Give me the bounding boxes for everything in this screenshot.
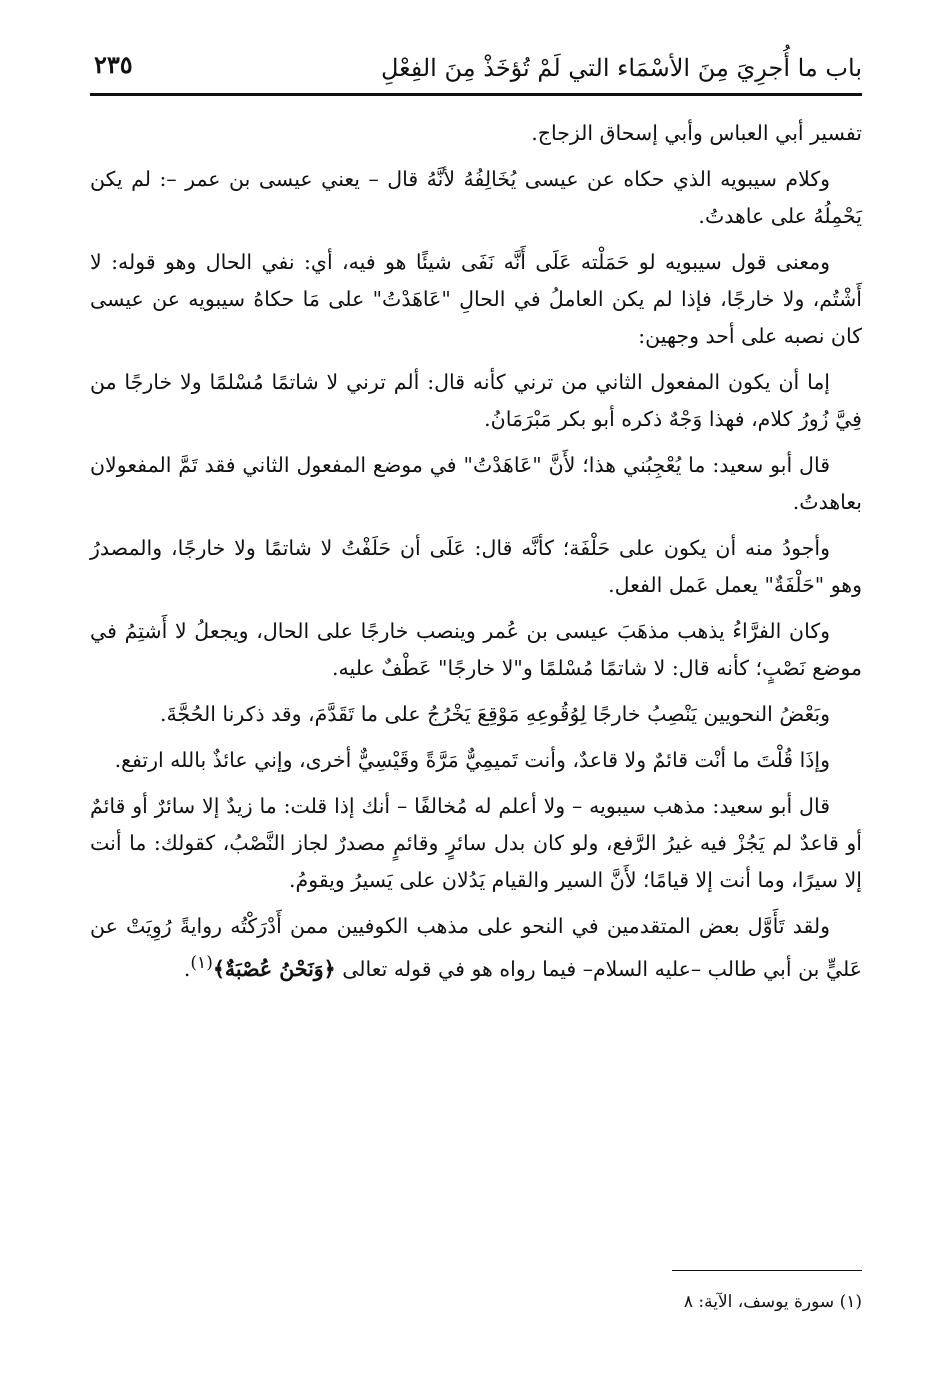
page-number: ٢٣٥ [94, 50, 133, 79]
paragraph-text: ولقد تَأَوَّل بعض المتقدمين في النحو على مذهب الكوفيين ممن أَدْرَكْتُه روايةً رُوِيَتْ عن عَليٍّ بن أبي طالب –عليه السلام– فيما رواه هو في قوله تعالى [90, 914, 862, 981]
quran-verse: ﴿وَنَحْنُ عُصْبَةٌ﴾ [212, 956, 336, 981]
paragraph: ومعنى قول سيبويه لو حَمَلْته عَلَى أَنَّه نَفَى شيئًا هو فيه، أي: نفي الحال وهو قوله: لا أَشْتُم، ولا خارجًا، فإذا لم يكن العاملُ في الحالِ "عَاهَدْتُ" على مَا حكاهُ سيبويه عن عيسى كان نصبه على أحد وجهين: [90, 250, 862, 348]
paragraph: وأجودُ منه أن يكون على حَلْفَة؛ كأنَّه قال: عَلَى أن حَلَفْتُ لا شاتمًا ولا خارجًا، والمصدرُ وهو "حَلْفَةٌ" يعمل عَمل الفعل. [90, 536, 862, 597]
paragraph: إما أن يكون المفعول الثاني من ترني كأنه قال: ألم ترني لا شاتمًا مُسْلمًا ولا خارجًا من فِيَّ زُورُ كلام، فهذا وَجْهٌ ذكره أبو بكر مَبْرَمَانُ. [90, 370, 862, 431]
paragraph: وإذَا قُلْتَ ما أنْت قائمٌ ولا قاعدٌ، وأنت تَميمِيٌّ مَرَّةً وقَيْسِيٌّ أخرى، وإني عائذٌ بالله ارتفع. [114, 748, 830, 772]
running-title: باب ما أُجرِيَ مِنَ الأسْمَاء التي لَمْ تُؤخَذْ مِنَ الفِعْلِ [380, 54, 862, 82]
page-header [90, 40, 862, 92]
body-text [90, 115, 862, 997]
paragraph: وكلام سيبويه الذي حكاه عن عيسى يُخَالِفُهُ لأنَّهُ قال – يعني عيسى بن عمر –: لم يكن يَحْمِلُهُ على عاهدتُ. [90, 167, 862, 228]
paragraph: تفسير أبي العباس وأبي إسحاق الزجاج. [531, 121, 862, 145]
footnote-rule [672, 1270, 862, 1271]
paragraph: وبَعْضُ النحويين يَنْصِبُ خارجًا لِوُقُوعِهِ مَوْقِعَ يَخْرُجُ على ما تَقَدَّمَ، وقد ذكرنا الحُجَّةَ. [159, 702, 830, 726]
paragraph-last: ولقد تَأَوَّل بعض المتقدمين في النحو على مذهب الكوفيين ممن أَدْرَكْتُه روايةً رُوِيَتْ عن عَليٍّ بن أبي طالب –عليه السلام– فيما رواه هو في قوله تعالى ﴿وَنَحْنُ عُصْبَةٌ﴾$^{(١)}$. [90, 914, 862, 981]
paragraph: قال أبو سعيد: مذهب سيبويه – ولا أعلم له مُخالفًا – أنك إذا قلت: ما زيدٌ إلا سائرٌ أو قائمٌ أو قاعدٌ لم يَجُزْ فيه غيرُ الرَّفع، ولو كان بدل سائرٍ وقائمٍ مصدرٌ لجاز النَّصْبُ، كقولك: ما أنت إلا سيرًا، وما أنت إلا قيامًا؛ لأَنَّ السير والقيام يَدُلان على يَسيرُ ويقومُ. [90, 794, 862, 892]
header-rule [90, 93, 862, 96]
paragraph: وكان الفرَّاءُ يذهب مذهَبَ عيسى بن عُمر وينصب خارجًا على الحال، ويجعلُ لا أَشتِمُ في موضع نَصْبٍ؛ كأنه قال: لا شاتمًا مُسْلمًا و"لا خارجًا" عَطْفٌ عليه. [90, 619, 862, 680]
paragraph: قال أبو سعيد: ما يُعْجِبُني هذا؛ لأَنَّ "عَاهَدْتُ" في موضع المفعول الثاني فقد تَمَّ المفعولان بعاهدتُ. [90, 453, 862, 514]
footnote: (١) سورة يوسف، الآية: ٨ [683, 1292, 862, 1312]
footnote-marker: (١) [190, 953, 213, 973]
